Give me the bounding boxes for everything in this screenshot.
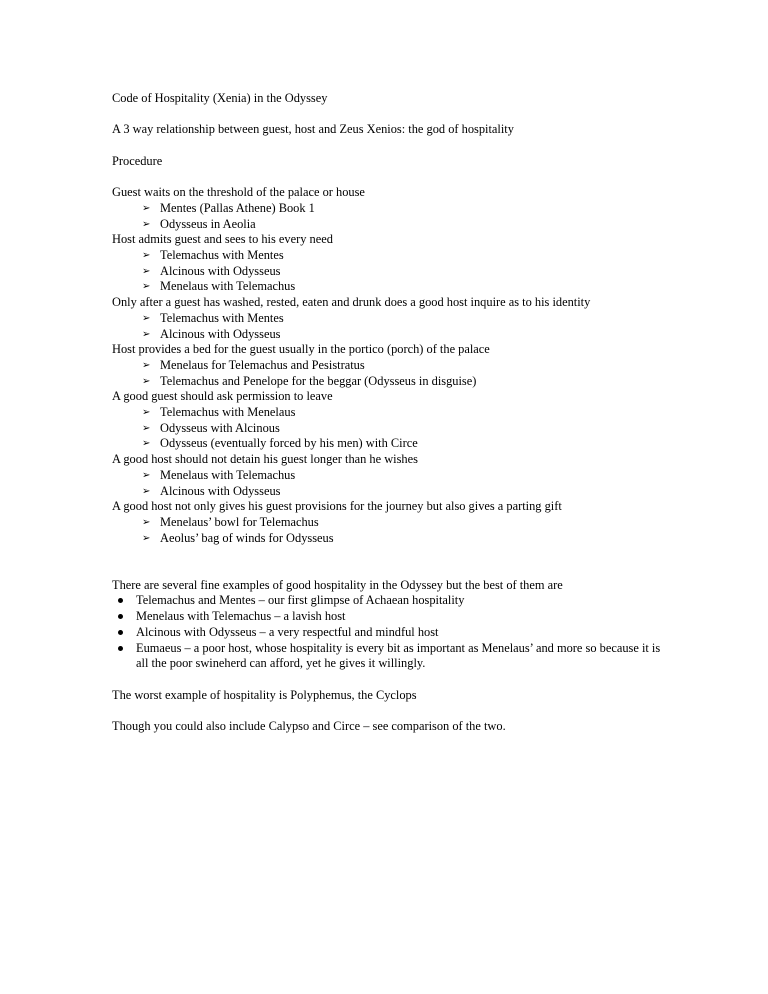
list-item: Alcinous with Odysseus – a very respectful and mindful host <box>112 625 672 641</box>
procedure-example: ➢ Odysseus with Alcinous <box>142 420 280 435</box>
procedure-example: ➢ Telemachus and Penelope for the beggar (Odysseus in disguise) <box>142 373 477 388</box>
arrow-bullet-icon: ➢ <box>142 202 151 214</box>
procedure-example: ➢ Menelaus for Telemachus and Pesistratus <box>142 357 365 372</box>
procedure-rule: Host admits guest and sees to his every need <box>112 232 333 247</box>
list-item: Telemachus and Mentes – our first glimpse of Achaean hospitality <box>112 593 672 609</box>
procedure-rule: Host provides a bed for the guest usually in the portico (porch) of the palace <box>112 342 490 357</box>
arrow-bullet-icon: ➢ <box>142 218 151 230</box>
bullet-dot-icon <box>118 646 123 651</box>
procedure-example: ➢ Telemachus with Mentes <box>142 247 284 262</box>
arrow-bullet-icon: ➢ <box>142 516 151 528</box>
procedure-rule: Only after a guest has washed, rested, eaten and drunk does a good host inquire as to his identity <box>112 295 591 310</box>
arrow-bullet-icon: ➢ <box>142 265 151 277</box>
procedure-heading: Procedure <box>112 153 163 168</box>
arrow-bullet-icon: ➢ <box>142 281 151 293</box>
procedure-example: ➢ Telemachus with Mentes <box>142 310 284 325</box>
list-item: Menelaus with Telemachus – a lavish host <box>112 609 672 625</box>
arrow-bullet-icon: ➢ <box>142 249 151 261</box>
closing-note: Though you could also include Calypso and Circe – see comparison of the two. <box>112 719 506 734</box>
procedure-rule: A good guest should ask permission to leave <box>112 389 333 404</box>
best-examples-list <box>112 593 672 672</box>
arrow-bullet-icon: ➢ <box>142 438 151 450</box>
arrow-bullet-icon: ➢ <box>142 485 151 497</box>
procedure-example: ➢ Odysseus (eventually forced by his men) with Circe <box>142 436 418 451</box>
bullet-dot-icon <box>118 598 123 603</box>
procedure-example: ➢ Menelaus with Telemachus <box>142 467 296 482</box>
procedure-example: ➢ Alcinous with Odysseus <box>142 326 281 341</box>
procedure-rule: A good host not only gives his guest provisions for the journey but also gives a parting gift <box>112 499 562 514</box>
procedure-example: ➢ Mentes (Pallas Athene) Book 1 <box>142 200 315 215</box>
arrow-bullet-icon: ➢ <box>142 328 151 340</box>
procedure-example: ➢ Odysseus in Aeolia <box>142 216 256 231</box>
procedure-example: ➢ Menelaus’ bowl for Telemachus <box>142 514 319 529</box>
procedure-example: ➢ Telemachus with Menelaus <box>142 405 296 420</box>
arrow-bullet-icon: ➢ <box>142 407 151 419</box>
arrow-bullet-icon: ➢ <box>142 312 151 324</box>
document-page <box>112 91 672 735</box>
arrow-bullet-icon: ➢ <box>142 375 151 387</box>
bullet-dot-icon <box>118 614 123 619</box>
procedure-rule: A good host should not detain his guest longer than he wishes <box>112 452 418 467</box>
intro-text: A 3 way relationship between guest, host and Zeus Xenios: the god of hospitality <box>112 122 514 137</box>
procedure-list <box>112 185 672 546</box>
procedure-rule: Guest waits on the threshold of the palace or house <box>112 185 365 200</box>
arrow-bullet-icon: ➢ <box>142 422 151 434</box>
examples-intro: There are several fine examples of good hospitality in the Odyssey but the best of them are <box>112 577 563 592</box>
bullet-dot-icon <box>118 630 123 635</box>
procedure-example: ➢ Aeolus’ bag of winds for Odysseus <box>142 530 334 545</box>
arrow-bullet-icon: ➢ <box>142 469 151 481</box>
procedure-example: ➢ Menelaus with Telemachus <box>142 279 296 294</box>
document-title: Code of Hospitality (Xenia) in the Odyssey <box>112 91 328 105</box>
arrow-bullet-icon: ➢ <box>142 532 151 544</box>
arrow-bullet-icon: ➢ <box>142 359 151 371</box>
worst-example: The worst example of hospitality is Polyphemus, the Cyclops <box>112 687 417 702</box>
procedure-example: ➢ Alcinous with Odysseus <box>142 483 281 498</box>
list-item: Eumaeus – a poor host, whose hospitality is every bit as important as Menelaus’ and more so because it is all the poor swineherd can afford, yet he gives it willingly. <box>112 641 672 672</box>
procedure-example: ➢ Alcinous with Odysseus <box>142 263 281 278</box>
